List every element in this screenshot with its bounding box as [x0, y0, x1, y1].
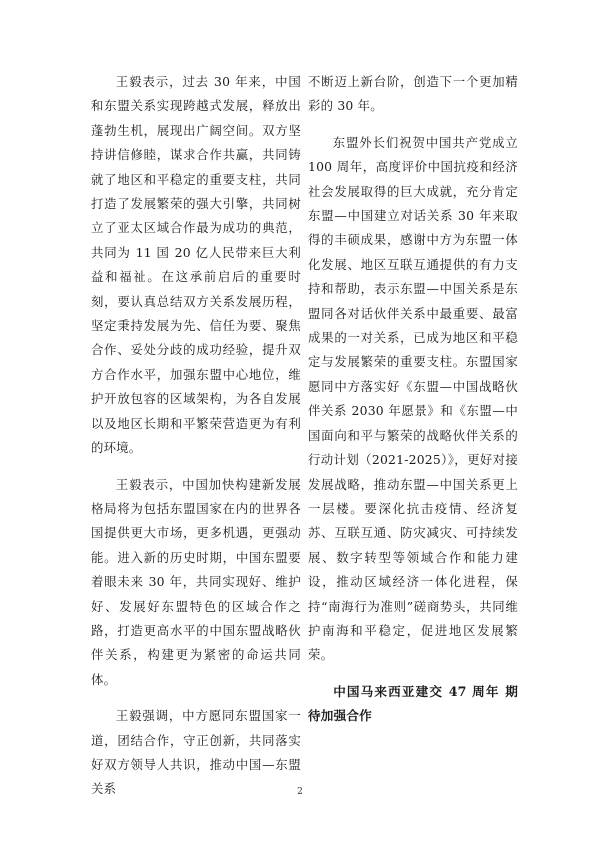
left-column — [91, 70, 301, 814]
page-number: 2 — [297, 787, 303, 797]
paragraph-new-development: 王毅表示，中国加快构建新发展格局将为包括东盟国家在内的世界各国提供更大市场，更多机遇，更强动能。进入新的历史时期，中国东盟要着眼未来 30 年，共同实现好、维护好、发展好东盟特色的区域合作之路，打造更高水平的中国东盟战略伙伴关系，构建更为紧密的命运共同体。 — [91, 476, 301, 687]
paragraph-wangyi-30-years: 王毅表示，过去 30 年来，中国和东盟关系实现跨越式发展，释放出蓬勃生机，展现出广阔空间。双方坚持讲信修睦，谋求合作共赢，共同铸就了地区和平稳定的重要支柱，共同打造了发展繁荣的强大引擎，共同树立了亚太区域合作最为成功的典范，共同为 11 国 20 亿人民带来巨大利益和福祉。在这承前启后的重要时刻，要认真总结双方关系发展历程，坚定秉持发展为先、信任为要、聚焦合作、妥处分歧的成功经验，提升双方合作水平，加强东盟中心地位，维护开放包容的区域架构，为各自发展以及地区长期和平繁荣营造更为有利的环境。 — [91, 74, 301, 456]
paragraph-continuation: 不断迈上新台阶，创造下一个更加精彩的 30 年。 — [308, 74, 518, 114]
right-column — [308, 70, 518, 741]
paragraph-wangyi-emphasis: 王毅强调，中方愿同东盟国家一道，团结合作，守正创新，共同落实好双方领导人共识，推动中国—东盟关系 — [91, 708, 301, 797]
section-heading: 中国马来西亚建交 47 周年 期待加强合作 — [308, 683, 518, 724]
paragraph-asean-ministers: 东盟外长们祝贺中国共产党成立 100 周年，高度评价中国抗疫和经济社会发展取得的巨大成就，充分肯定东盟—中国建立对话关系 30 年来取得的丰硕成果，感谢中方为东盟一体化发展、地区互联互通提供的有力支持和帮助，表示东盟—中国关系是东盟同各对话伙伴关系中最重要、最富成果的一对关系，已成为地区和平稳定与发展繁荣的重要支柱。东盟国家愿同中方落实好《东盟—中国战略伙伴关系 2030 年愿景》和《东盟—中国面向和平与繁荣的战略伙伴关系的行动计划（2021-2025）》，更好对接发展战略，推动东盟—中国关系更上一层楼。要深化抗击疫情、经济复苏、互联互通、防灾减灾、可持续发展、数字转型等领域合作和能力建设，推动区域经济一体化进程，保持“南海行为准则”磋商势头，共同维护南海和平稳定，促进地区发展繁荣。 — [308, 134, 518, 663]
